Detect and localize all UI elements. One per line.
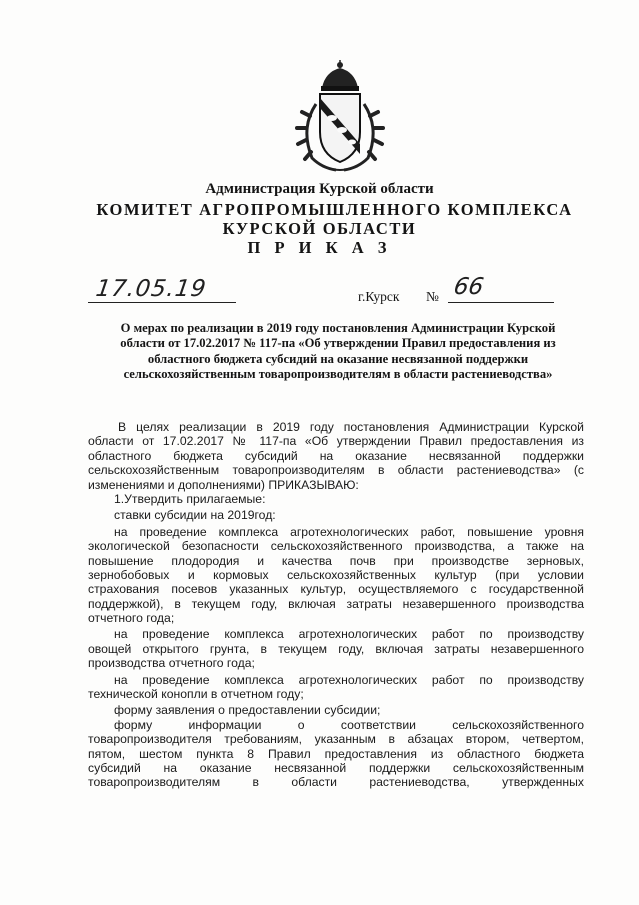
committee-name: КОМИТЕТ АГРОПРОМЫШЛЕННОГО КОМПЛЕКСА — [96, 200, 573, 219]
order-number: 66 — [451, 274, 486, 300]
body-line: изменениями и дополнениями) ПРИКАЗЫВАЮ: — [88, 477, 359, 492]
body-line: на проведение комплекса агротехнологических работ по производству — [114, 627, 584, 642]
region-name: КУРСКОЙ ОБЛАСТИ — [222, 219, 417, 238]
body-line: В целях реализации в 2019 году постановления Администрации Курской — [118, 420, 584, 434]
number-underline — [448, 302, 554, 303]
org-name: Администрация Курской области — [205, 181, 434, 197]
body-line: товаропроизводителям в области растениеводства, утвержденных — [88, 775, 584, 790]
body-line: областного бюджета субсидий на оказание несвязанной поддержки — [88, 448, 584, 463]
body-line: форму информации о соответствии сельскохозяйственного — [114, 717, 584, 732]
city-label: г.Курск — [358, 289, 400, 304]
date-underline — [88, 302, 236, 303]
body-line: товаропроизводителя требованиям, указанным в абзацах втором, четвертом, — [88, 732, 584, 747]
order-title — [78, 321, 598, 383]
body-line: экологической безопасности сельскохозяйственного производства, а также на — [88, 539, 584, 554]
body-line: области от 17.02.2017 № 117-па «Об утверждении Правил предоставления из — [88, 434, 584, 449]
body-line: поддержкой), в текущем году, включая затраты незавершенного производства — [88, 596, 584, 611]
kursk-coat-of-arms-icon — [292, 58, 388, 176]
body-line: страхования посевов указанных культур, осуществляемого с государственной — [88, 582, 584, 597]
body-line: сельскохозяйственным товаропроизводителям в области растениеводства» (с — [88, 463, 584, 478]
body-line: технической конопли в отчетном году; — [88, 687, 304, 702]
title-line: сельскохозяйственным товаропроизводителям в области растениеводства» — [123, 367, 553, 382]
number-label: № — [426, 289, 439, 304]
title-line: О мерах по реализации в 2019 году постановления Администрации Курской — [120, 321, 556, 335]
body-line: пятом, шестом пункта 8 Правил предоставления из областного бюджета — [88, 746, 584, 761]
document-type: П Р И К А З — [247, 238, 392, 257]
body-line: повышение плодородия и качества почв при производстве зерновых, — [88, 553, 584, 568]
body-line: на проведение комплекса агротехнологических работ по производству — [114, 672, 584, 687]
body-line: отчетного года; — [88, 611, 175, 626]
body-line: форму заявления о предоставлении субсидии; — [114, 703, 381, 718]
order-date: 17.05.19 — [94, 276, 209, 302]
body-line: на проведение комплекса агротехнологических работ, повышение уровня — [114, 524, 584, 539]
body-line: овощей открытого грунта, в текущем году, включая затраты незавершенного — [88, 641, 584, 656]
body-line: 1.Утвердить прилагаемые: — [114, 491, 266, 506]
body-line: ставки субсидии на 2019год: — [114, 508, 276, 523]
body-line: субсидий на оказание несвязанной поддержки сельскохозяйственным — [88, 760, 584, 775]
title-line: области от 17.02.2017 № 117-па «Об утверждении Правил предоставления из — [120, 336, 556, 351]
order-body — [88, 420, 584, 790]
body-line: зернобобовых и кормовых сельскохозяйственных культур (при условии — [88, 567, 584, 582]
body-line: производства отчетного года; — [88, 656, 255, 671]
title-line: областного бюджета субсидий на оказание несвязанной поддержки — [147, 351, 529, 366]
